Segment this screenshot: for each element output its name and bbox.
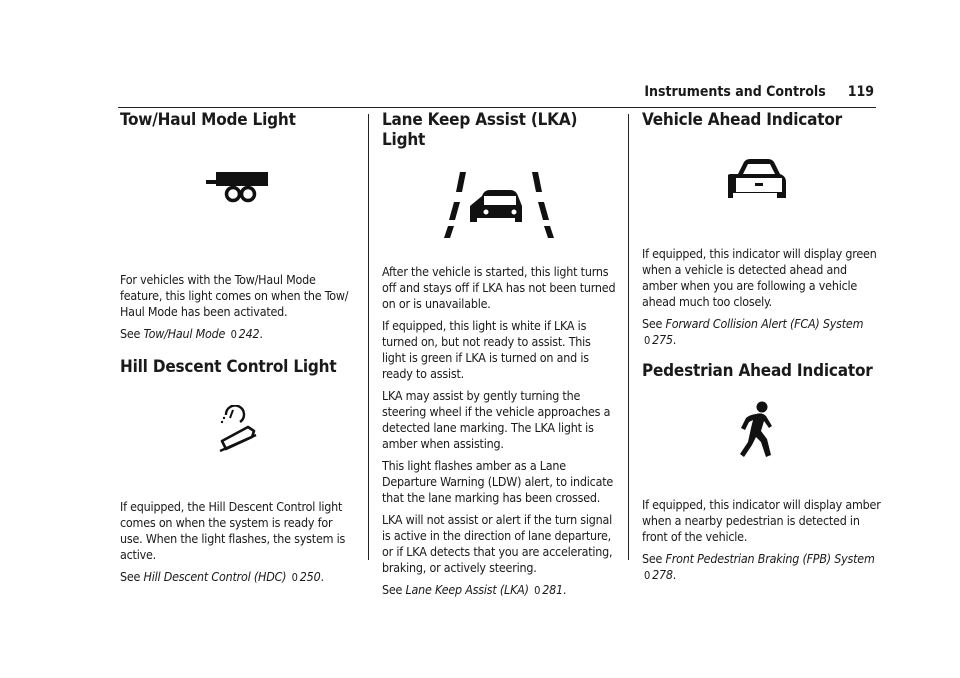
hdc-reference: See Hill Descent Control (HDC) 0 250.	[120, 569, 324, 584]
tow-haul-body: For vehicles with the Tow/Haul Mode feature, this light comes on when the Tow/ Haul Mode has been activated.	[120, 272, 349, 319]
reference-link[interactable]: Front Pedestrian Braking (FPB) System	[665, 551, 875, 566]
lka-paragraph-5: LKA will not assist or alert if the turn signal is active in the direction of lane departure, or if LKA detects that you are accelerating, braking, or actively steering.	[382, 512, 613, 575]
pedestrian-reference: See Front Pedestrian Braking (FPB) System 0 278.	[642, 551, 875, 582]
hdc-icon-area	[120, 377, 355, 499]
page-reference-arrow-icon: 0	[644, 334, 651, 347]
tow-haul-icon-area	[120, 130, 355, 272]
column-divider	[368, 114, 369, 560]
pedestrian-body: If equipped, this indicator will display amber when a nearby pedestrian is detected in front of the vehicle.	[642, 497, 881, 544]
column-divider	[628, 114, 629, 560]
vehicle-ahead-body: If equipped, this indicator will display green when a vehicle is detected ahead and amber when you are following a vehicle ahead much too closely.	[642, 246, 877, 309]
header-rule	[118, 107, 876, 108]
reference-link[interactable]: Hill Descent Control (HDC)	[143, 569, 287, 584]
lane-keep-assist-icon	[444, 172, 554, 240]
pedestrian-icon	[738, 401, 778, 459]
lka-reference: See Lane Keep Assist (LKA) 0 281.	[382, 582, 567, 597]
vehicle-ahead-reference: See Forward Collision Alert (FCA) System 0 275.	[642, 316, 864, 347]
tow-haul-reference: See Tow/Haul Mode 0 242.	[120, 326, 263, 341]
lka-heading: Lane Keep Assist (LKA) Light	[382, 110, 578, 150]
lka-paragraph-1: After the vehicle is started, this light turns off and stays off if LKA has not been turned on or is unavailable.	[382, 264, 616, 311]
column-2	[382, 110, 617, 605]
vehicle-ahead-icon	[728, 156, 790, 206]
reference-link[interactable]: Forward Collision Alert (FCA) System	[665, 316, 864, 331]
page-reference-arrow-icon: 0	[230, 328, 237, 341]
lka-paragraph-4: This light flashes amber as a Lane Departure Warning (LDW) alert, to indicate that the lane marking has been crossed.	[382, 458, 614, 505]
hill-descent-icon	[216, 405, 260, 453]
page-reference-arrow-icon: 0	[534, 584, 541, 597]
reference-link[interactable]: Lane Keep Assist (LKA)	[405, 582, 529, 597]
hdc-body: If equipped, the Hill Descent Control light comes on when the system is ready for use. When the light flashes, the system is active.	[120, 499, 346, 562]
lka-paragraph-2: If equipped, this light is white if LKA is turned on, but not ready to assist. This light is green if LKA is turned on and is ready to assist.	[382, 318, 591, 381]
reference-link[interactable]: Tow/Haul Mode	[143, 326, 226, 341]
lka-paragraph-3: LKA may assist by gently turning the steering wheel if the vehicle approaches a detected lane marking. The LKA light is amber when assisting.	[382, 388, 611, 451]
tow-haul-heading: Tow/Haul Mode Light	[120, 110, 296, 130]
page-reference-arrow-icon: 0	[291, 571, 298, 584]
vehicle-ahead-heading: Vehicle Ahead Indicator	[642, 110, 843, 130]
running-head	[644, 84, 874, 100]
column-1	[120, 110, 355, 592]
column-3	[642, 110, 882, 590]
pedestrian-icon-area	[642, 381, 882, 497]
hdc-heading: Hill Descent Control Light	[120, 357, 337, 377]
trailer-icon	[206, 170, 270, 206]
pedestrian-heading: Pedestrian Ahead Indicator	[642, 361, 873, 381]
vehicle-ahead-icon-area	[642, 130, 882, 246]
section-title: Instruments and Controls	[644, 84, 826, 100]
page-reference-arrow-icon: 0	[644, 569, 651, 582]
lka-icon-area	[382, 150, 617, 264]
page-number: 119	[847, 84, 874, 100]
